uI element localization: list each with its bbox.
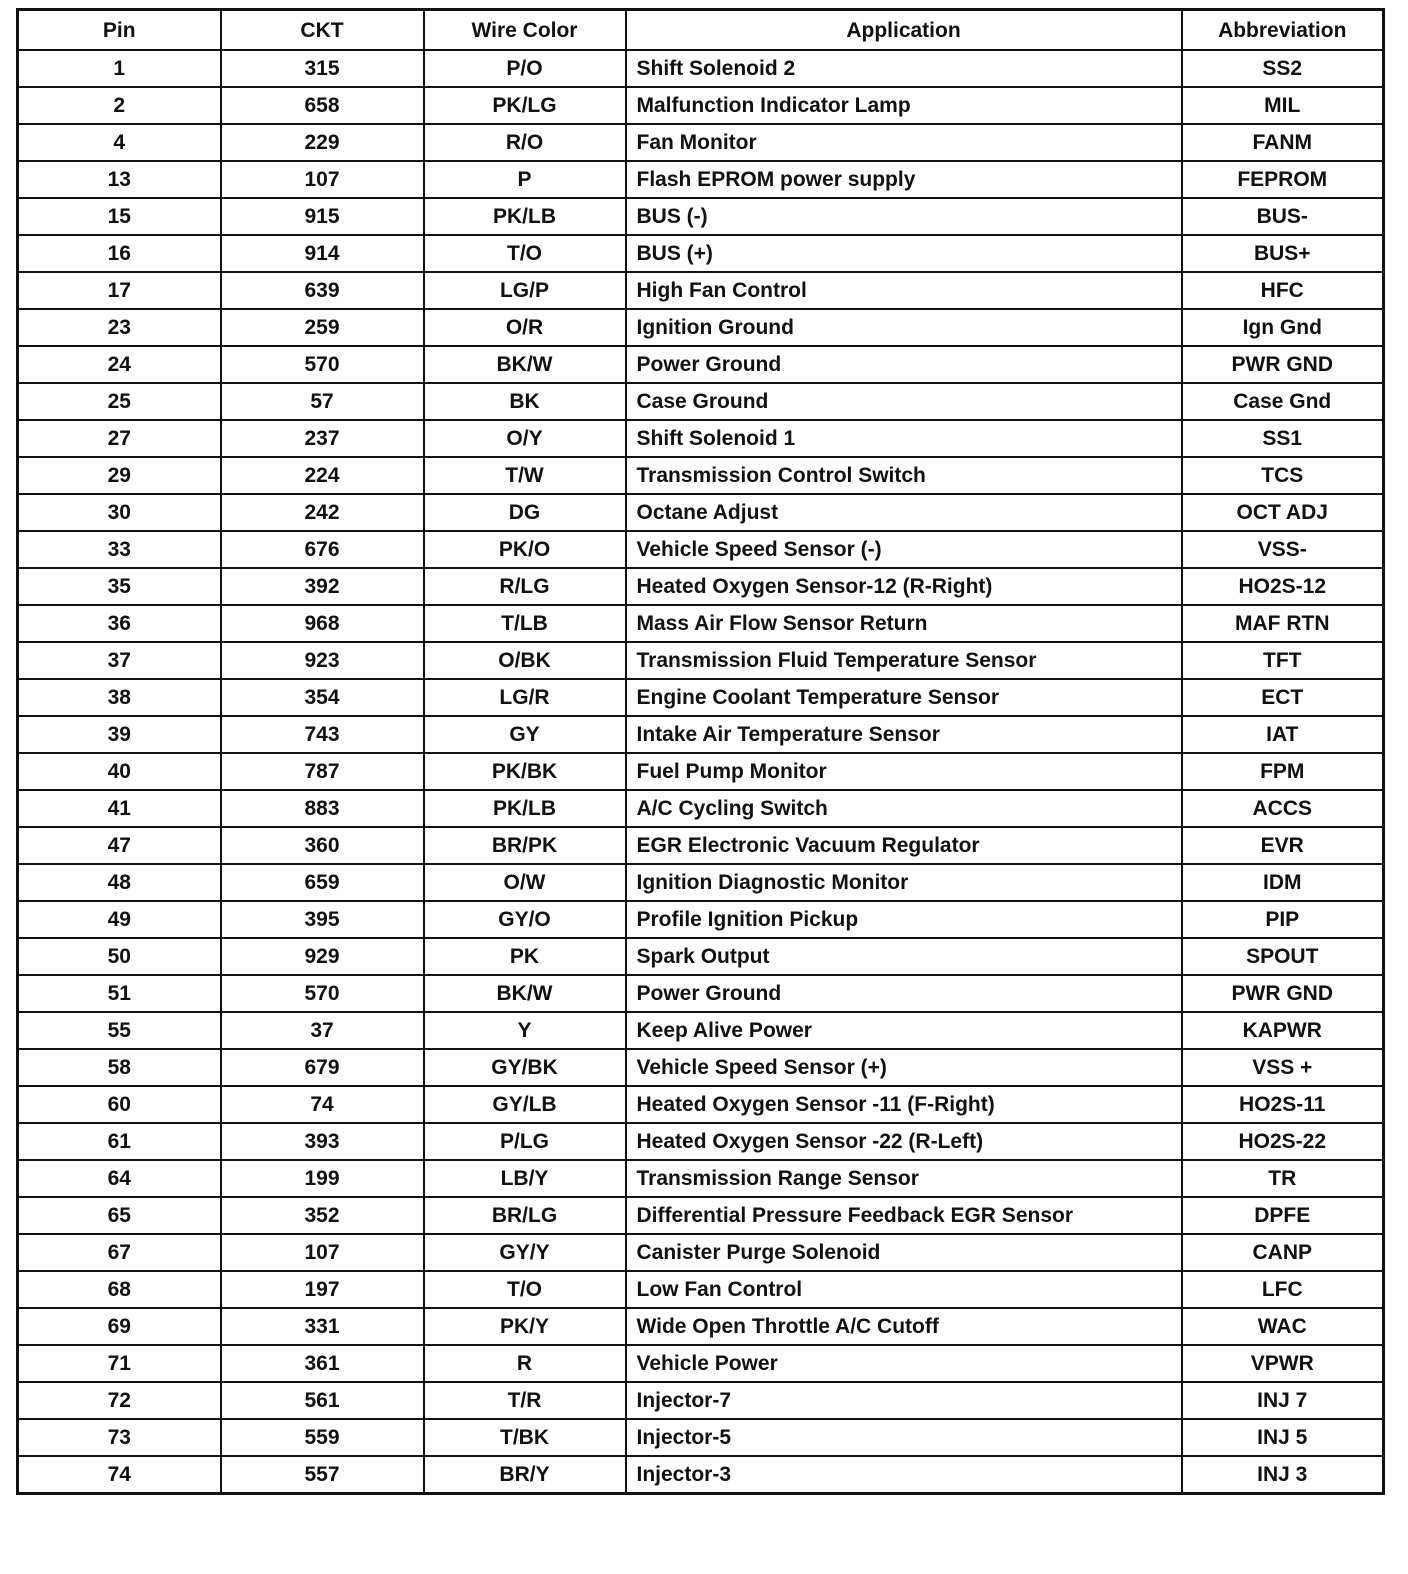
cell-wire-color: Y xyxy=(424,1012,626,1049)
cell-ckt: 352 xyxy=(221,1197,424,1234)
cell-ckt: 392 xyxy=(221,568,424,605)
cell-application: Intake Air Temperature Sensor xyxy=(626,716,1182,753)
cell-abbreviation: IAT xyxy=(1182,716,1384,753)
cell-application: Octane Adjust xyxy=(626,494,1182,531)
cell-ckt: 914 xyxy=(221,235,424,272)
cell-abbreviation: CANP xyxy=(1182,1234,1384,1271)
cell-abbreviation: TR xyxy=(1182,1160,1384,1197)
cell-ckt: 107 xyxy=(221,1234,424,1271)
table-row xyxy=(18,457,1384,494)
cell-ckt: 361 xyxy=(221,1345,424,1382)
cell-pin: 36 xyxy=(18,605,221,642)
cell-application: Shift Solenoid 1 xyxy=(626,420,1182,457)
cell-wire-color: BR/Y xyxy=(424,1456,626,1494)
cell-ckt: 923 xyxy=(221,642,424,679)
cell-pin: 40 xyxy=(18,753,221,790)
cell-wire-color: GY/LB xyxy=(424,1086,626,1123)
cell-ckt: 676 xyxy=(221,531,424,568)
pinout-table-container xyxy=(16,8,1382,1495)
cell-application: Heated Oxygen Sensor-12 (R-Right) xyxy=(626,568,1182,605)
cell-abbreviation: FEPROM xyxy=(1182,161,1384,198)
cell-application: Power Ground xyxy=(626,346,1182,383)
cell-abbreviation: OCT ADJ xyxy=(1182,494,1384,531)
cell-ckt: 787 xyxy=(221,753,424,790)
cell-ckt: 929 xyxy=(221,938,424,975)
cell-application: Heated Oxygen Sensor -22 (R-Left) xyxy=(626,1123,1182,1160)
cell-abbreviation: HO2S-11 xyxy=(1182,1086,1384,1123)
cell-wire-color: BK/W xyxy=(424,346,626,383)
cell-wire-color: R/LG xyxy=(424,568,626,605)
table-row xyxy=(18,901,1384,938)
cell-wire-color: PK/Y xyxy=(424,1308,626,1345)
cell-abbreviation: SS2 xyxy=(1182,50,1384,87)
cell-ckt: 229 xyxy=(221,124,424,161)
cell-abbreviation: VSS- xyxy=(1182,531,1384,568)
cell-application: Engine Coolant Temperature Sensor xyxy=(626,679,1182,716)
cell-wire-color: R/O xyxy=(424,124,626,161)
cell-abbreviation: Ign Gnd xyxy=(1182,309,1384,346)
cell-pin: 29 xyxy=(18,457,221,494)
cell-pin: 38 xyxy=(18,679,221,716)
cell-abbreviation: PIP xyxy=(1182,901,1384,938)
cell-abbreviation: KAPWR xyxy=(1182,1012,1384,1049)
cell-ckt: 393 xyxy=(221,1123,424,1160)
cell-ckt: 883 xyxy=(221,790,424,827)
cell-abbreviation: MIL xyxy=(1182,87,1384,124)
cell-application: Wide Open Throttle A/C Cutoff xyxy=(626,1308,1182,1345)
cell-application: Fan Monitor xyxy=(626,124,1182,161)
cell-application: Vehicle Speed Sensor (-) xyxy=(626,531,1182,568)
cell-ckt: 331 xyxy=(221,1308,424,1345)
header-abbreviation: Abbreviation xyxy=(1182,10,1384,51)
cell-abbreviation: SS1 xyxy=(1182,420,1384,457)
cell-pin: 41 xyxy=(18,790,221,827)
cell-application: Transmission Range Sensor xyxy=(626,1160,1182,1197)
cell-abbreviation: ECT xyxy=(1182,679,1384,716)
cell-abbreviation: IDM xyxy=(1182,864,1384,901)
cell-pin: 30 xyxy=(18,494,221,531)
table-body xyxy=(18,50,1384,1494)
table-row xyxy=(18,716,1384,753)
cell-abbreviation: DPFE xyxy=(1182,1197,1384,1234)
cell-application: Low Fan Control xyxy=(626,1271,1182,1308)
cell-pin: 60 xyxy=(18,1086,221,1123)
cell-application: EGR Electronic Vacuum Regulator xyxy=(626,827,1182,864)
cell-wire-color: T/W xyxy=(424,457,626,494)
cell-application: Injector-5 xyxy=(626,1419,1182,1456)
cell-wire-color: R xyxy=(424,1345,626,1382)
cell-ckt: 557 xyxy=(221,1456,424,1494)
cell-pin: 25 xyxy=(18,383,221,420)
table-row xyxy=(18,568,1384,605)
cell-pin: 33 xyxy=(18,531,221,568)
cell-ckt: 259 xyxy=(221,309,424,346)
cell-ckt: 242 xyxy=(221,494,424,531)
cell-application: Vehicle Power xyxy=(626,1345,1182,1382)
cell-ckt: 107 xyxy=(221,161,424,198)
table-row xyxy=(18,1308,1384,1345)
cell-ckt: 57 xyxy=(221,383,424,420)
cell-abbreviation: MAF RTN xyxy=(1182,605,1384,642)
cell-pin: 65 xyxy=(18,1197,221,1234)
cell-ckt: 679 xyxy=(221,1049,424,1086)
cell-pin: 24 xyxy=(18,346,221,383)
cell-pin: 68 xyxy=(18,1271,221,1308)
cell-pin: 23 xyxy=(18,309,221,346)
cell-ckt: 570 xyxy=(221,975,424,1012)
table-row xyxy=(18,161,1384,198)
cell-pin: 47 xyxy=(18,827,221,864)
cell-ckt: 37 xyxy=(221,1012,424,1049)
cell-abbreviation: SPOUT xyxy=(1182,938,1384,975)
cell-ckt: 915 xyxy=(221,198,424,235)
table-row xyxy=(18,1345,1384,1382)
cell-application: Spark Output xyxy=(626,938,1182,975)
cell-wire-color: PK/O xyxy=(424,531,626,568)
cell-abbreviation: HO2S-22 xyxy=(1182,1123,1384,1160)
cell-wire-color: DG xyxy=(424,494,626,531)
cell-pin: 61 xyxy=(18,1123,221,1160)
table-row xyxy=(18,420,1384,457)
cell-abbreviation: PWR GND xyxy=(1182,346,1384,383)
cell-abbreviation: INJ 5 xyxy=(1182,1419,1384,1456)
table-row xyxy=(18,87,1384,124)
cell-ckt: 968 xyxy=(221,605,424,642)
cell-abbreviation: HO2S-12 xyxy=(1182,568,1384,605)
cell-application: Transmission Fluid Temperature Sensor xyxy=(626,642,1182,679)
table-row xyxy=(18,272,1384,309)
cell-application: Malfunction Indicator Lamp xyxy=(626,87,1182,124)
table-row xyxy=(18,1086,1384,1123)
table-row xyxy=(18,642,1384,679)
cell-ckt: 658 xyxy=(221,87,424,124)
cell-wire-color: T/O xyxy=(424,235,626,272)
cell-ckt: 559 xyxy=(221,1419,424,1456)
table-row xyxy=(18,1419,1384,1456)
table-row xyxy=(18,346,1384,383)
cell-abbreviation: TFT xyxy=(1182,642,1384,679)
table-row xyxy=(18,383,1384,420)
cell-wire-color: PK/LB xyxy=(424,198,626,235)
cell-pin: 16 xyxy=(18,235,221,272)
cell-pin: 73 xyxy=(18,1419,221,1456)
cell-wire-color: LB/Y xyxy=(424,1160,626,1197)
table-row xyxy=(18,1123,1384,1160)
cell-application: Ignition Diagnostic Monitor xyxy=(626,864,1182,901)
cell-ckt: 639 xyxy=(221,272,424,309)
cell-pin: 69 xyxy=(18,1308,221,1345)
cell-pin: 50 xyxy=(18,938,221,975)
cell-ckt: 570 xyxy=(221,346,424,383)
cell-pin: 15 xyxy=(18,198,221,235)
cell-application: Power Ground xyxy=(626,975,1182,1012)
cell-application: Transmission Control Switch xyxy=(626,457,1182,494)
header-pin: Pin xyxy=(18,10,221,51)
cell-ckt: 197 xyxy=(221,1271,424,1308)
table-row xyxy=(18,198,1384,235)
cell-application: Flash EPROM power supply xyxy=(626,161,1182,198)
cell-application: Injector-3 xyxy=(626,1456,1182,1494)
cell-application: Keep Alive Power xyxy=(626,1012,1182,1049)
cell-abbreviation: EVR xyxy=(1182,827,1384,864)
cell-abbreviation: BUS+ xyxy=(1182,235,1384,272)
table-row xyxy=(18,1049,1384,1086)
cell-wire-color: PK/LG xyxy=(424,87,626,124)
cell-pin: 39 xyxy=(18,716,221,753)
cell-abbreviation: HFC xyxy=(1182,272,1384,309)
cell-wire-color: O/R xyxy=(424,309,626,346)
cell-ckt: 354 xyxy=(221,679,424,716)
cell-pin: 49 xyxy=(18,901,221,938)
cell-wire-color: BR/PK xyxy=(424,827,626,864)
cell-application: BUS (+) xyxy=(626,235,1182,272)
table-row xyxy=(18,309,1384,346)
cell-pin: 4 xyxy=(18,124,221,161)
cell-wire-color: BR/LG xyxy=(424,1197,626,1234)
cell-ckt: 74 xyxy=(221,1086,424,1123)
cell-wire-color: GY xyxy=(424,716,626,753)
cell-wire-color: O/W xyxy=(424,864,626,901)
cell-wire-color: PK/LB xyxy=(424,790,626,827)
cell-pin: 13 xyxy=(18,161,221,198)
cell-abbreviation: FPM xyxy=(1182,753,1384,790)
header-ckt: CKT xyxy=(221,10,424,51)
cell-application: Ignition Ground xyxy=(626,309,1182,346)
header-row xyxy=(18,10,1384,51)
table-row xyxy=(18,1271,1384,1308)
cell-application: A/C Cycling Switch xyxy=(626,790,1182,827)
cell-abbreviation: FANM xyxy=(1182,124,1384,161)
cell-abbreviation: ACCS xyxy=(1182,790,1384,827)
cell-wire-color: T/BK xyxy=(424,1419,626,1456)
cell-wire-color: GY/Y xyxy=(424,1234,626,1271)
table-header xyxy=(18,10,1384,51)
table-row xyxy=(18,975,1384,1012)
cell-pin: 55 xyxy=(18,1012,221,1049)
cell-application: Mass Air Flow Sensor Return xyxy=(626,605,1182,642)
table-row xyxy=(18,1012,1384,1049)
table-row xyxy=(18,1197,1384,1234)
table-row xyxy=(18,1160,1384,1197)
cell-application: Case Ground xyxy=(626,383,1182,420)
cell-wire-color: O/BK xyxy=(424,642,626,679)
table-row xyxy=(18,1456,1384,1494)
cell-ckt: 360 xyxy=(221,827,424,864)
cell-abbreviation: LFC xyxy=(1182,1271,1384,1308)
cell-abbreviation: VPWR xyxy=(1182,1345,1384,1382)
cell-application: Profile Ignition Pickup xyxy=(626,901,1182,938)
cell-pin: 2 xyxy=(18,87,221,124)
cell-pin: 58 xyxy=(18,1049,221,1086)
cell-wire-color: PK xyxy=(424,938,626,975)
cell-abbreviation: INJ 7 xyxy=(1182,1382,1384,1419)
cell-ckt: 315 xyxy=(221,50,424,87)
cell-abbreviation: INJ 3 xyxy=(1182,1456,1384,1494)
table-row xyxy=(18,531,1384,568)
cell-pin: 1 xyxy=(18,50,221,87)
cell-application: Injector-7 xyxy=(626,1382,1182,1419)
table-row xyxy=(18,1234,1384,1271)
cell-wire-color: GY/O xyxy=(424,901,626,938)
cell-application: High Fan Control xyxy=(626,272,1182,309)
header-wire-color: Wire Color xyxy=(424,10,626,51)
cell-pin: 71 xyxy=(18,1345,221,1382)
cell-wire-color: T/LB xyxy=(424,605,626,642)
cell-pin: 74 xyxy=(18,1456,221,1494)
table-row xyxy=(18,753,1384,790)
cell-wire-color: P/O xyxy=(424,50,626,87)
cell-application: Canister Purge Solenoid xyxy=(626,1234,1182,1271)
table-row xyxy=(18,50,1384,87)
cell-ckt: 199 xyxy=(221,1160,424,1197)
cell-abbreviation: BUS- xyxy=(1182,198,1384,235)
cell-pin: 37 xyxy=(18,642,221,679)
cell-application: Fuel Pump Monitor xyxy=(626,753,1182,790)
table-row xyxy=(18,827,1384,864)
cell-ckt: 237 xyxy=(221,420,424,457)
cell-wire-color: T/R xyxy=(424,1382,626,1419)
cell-ckt: 561 xyxy=(221,1382,424,1419)
cell-wire-color: O/Y xyxy=(424,420,626,457)
cell-application: Shift Solenoid 2 xyxy=(626,50,1182,87)
pinout-table xyxy=(16,8,1385,1495)
cell-application: BUS (-) xyxy=(626,198,1182,235)
table-row xyxy=(18,864,1384,901)
cell-wire-color: BK/W xyxy=(424,975,626,1012)
cell-wire-color: GY/BK xyxy=(424,1049,626,1086)
cell-wire-color: LG/P xyxy=(424,272,626,309)
cell-wire-color: P xyxy=(424,161,626,198)
cell-pin: 17 xyxy=(18,272,221,309)
table-row xyxy=(18,494,1384,531)
cell-pin: 72 xyxy=(18,1382,221,1419)
cell-pin: 48 xyxy=(18,864,221,901)
cell-pin: 67 xyxy=(18,1234,221,1271)
cell-pin: 64 xyxy=(18,1160,221,1197)
cell-ckt: 224 xyxy=(221,457,424,494)
table-row xyxy=(18,938,1384,975)
table-row xyxy=(18,1382,1384,1419)
cell-abbreviation: Case Gnd xyxy=(1182,383,1384,420)
cell-wire-color: P/LG xyxy=(424,1123,626,1160)
table-row xyxy=(18,235,1384,272)
cell-abbreviation: PWR GND xyxy=(1182,975,1384,1012)
cell-wire-color: BK xyxy=(424,383,626,420)
cell-ckt: 743 xyxy=(221,716,424,753)
table-row xyxy=(18,679,1384,716)
cell-pin: 27 xyxy=(18,420,221,457)
cell-ckt: 395 xyxy=(221,901,424,938)
header-application: Application xyxy=(626,10,1182,51)
cell-wire-color: PK/BK xyxy=(424,753,626,790)
table-row xyxy=(18,790,1384,827)
cell-pin: 35 xyxy=(18,568,221,605)
cell-wire-color: LG/R xyxy=(424,679,626,716)
cell-application: Heated Oxygen Sensor -11 (F-Right) xyxy=(626,1086,1182,1123)
table-row xyxy=(18,605,1384,642)
cell-application: Differential Pressure Feedback EGR Sensor xyxy=(626,1197,1182,1234)
cell-wire-color: T/O xyxy=(424,1271,626,1308)
table-row xyxy=(18,124,1384,161)
cell-application: Vehicle Speed Sensor (+) xyxy=(626,1049,1182,1086)
cell-abbreviation: TCS xyxy=(1182,457,1384,494)
cell-abbreviation: VSS + xyxy=(1182,1049,1384,1086)
cell-abbreviation: WAC xyxy=(1182,1308,1384,1345)
cell-ckt: 659 xyxy=(221,864,424,901)
cell-pin: 51 xyxy=(18,975,221,1012)
